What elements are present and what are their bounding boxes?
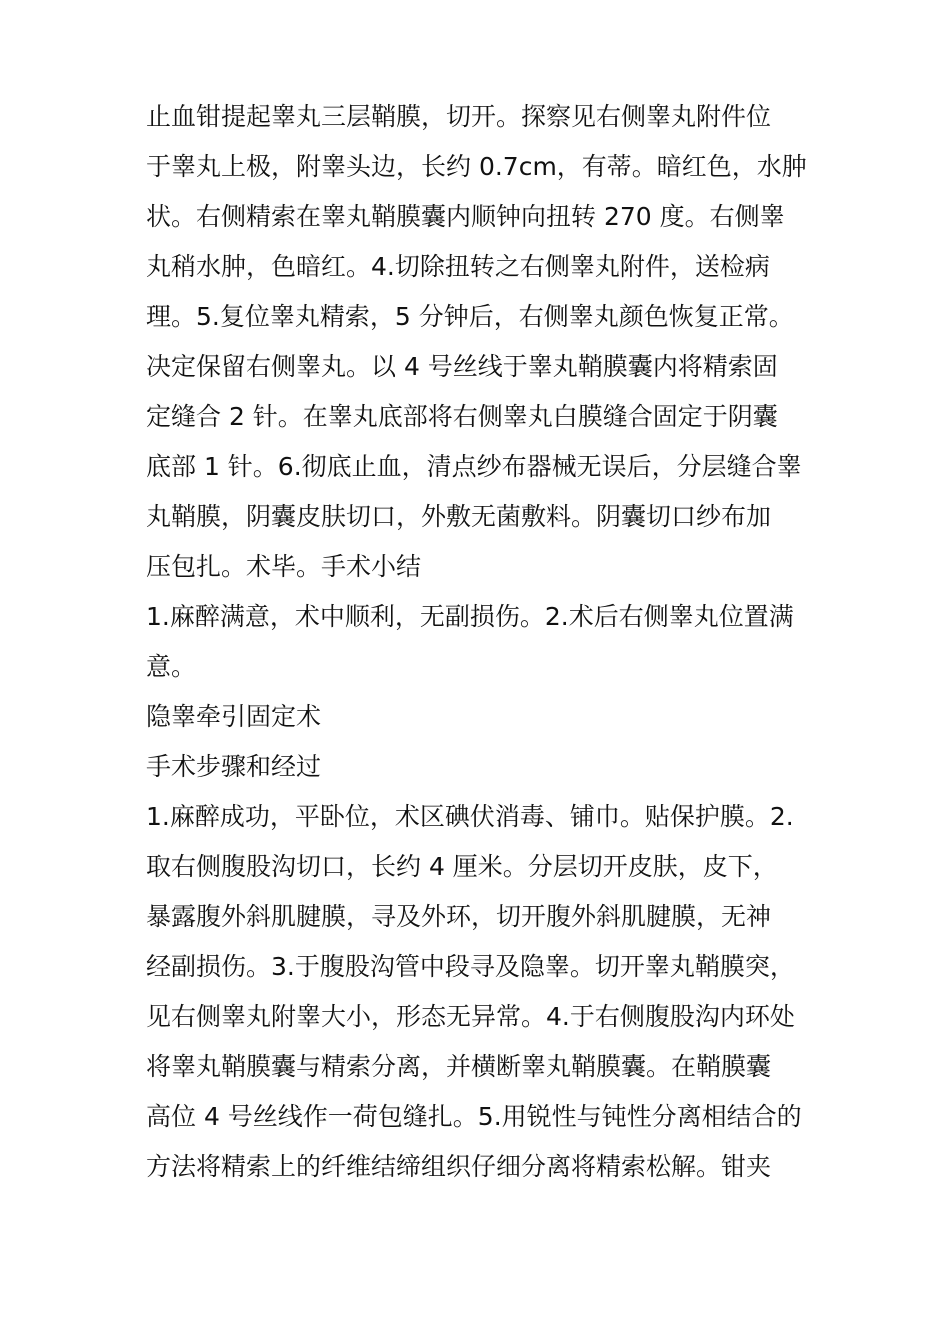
text-line: 见右侧睾丸附睾大小，形态无异常。4.于右侧腹股沟内环处 [146,1002,795,1031]
text-line: 底部 1 针。6.彻底止血，清点纱布器械无误后，分层缝合睾 [146,452,802,481]
text-line: 定缝合 2 针。在睾丸底部将右侧睾丸白膜缝合固定于阴囊 [146,402,778,431]
text-line: 经副损伤。3.于腹股沟管中段寻及隐睾。切开睾丸鞘膜突， [146,952,795,981]
text-line: 方法将精索上的纤维结缔组织仔细分离将精索松解。钳夹 [146,1152,772,1181]
text-line: 取右侧腹股沟切口，长约 4 厘米。分层切开皮肤，皮下， [146,852,778,881]
text-line: 止血钳提起睾丸三层鞘膜，切开。探察见右侧睾丸附件位 [146,102,772,131]
text-line: 丸稍水肿，色暗红。4.切除扭转之右侧睾丸附件，送检病 [146,252,770,281]
text-line: 决定保留右侧睾丸。以 4 号丝线于睾丸鞘膜囊内将精索固 [146,352,778,381]
text-line: 将睾丸鞘膜囊与精索分离，并横断睾丸鞘膜囊。在鞘膜囊 [146,1052,772,1081]
text-line: 高位 4 号丝线作一荷包缝扎。5.用锐性与钝性分离相结合的 [146,1102,802,1131]
text-line: 于睾丸上极，附睾头边，长约 0.7cm，有蒂。暗红色，水肿 [146,152,807,181]
text-line: 理。5.复位睾丸精索，5 分钟后，右侧睾丸颜色恢复正常。 [146,302,794,331]
section-heading: 隐睾牵引固定术 [146,702,322,731]
text-line: 状。右侧精索在睾丸鞘膜囊内顺钟向扭转 270 度。右侧睾 [146,202,785,231]
subsection-heading: 手术步骤和经过 [146,752,322,781]
text-line: 丸鞘膜，阴囊皮肤切口，外敷无菌敷料。阴囊切口纱布加 [146,502,772,531]
text-line: 暴露腹外斜肌腱膜，寻及外环，切开腹外斜肌腱膜，无神 [146,902,772,931]
body-text [146,92,806,1192]
text-line: 1.麻醉满意，术中顺利，无副损伤。2.术后右侧睾丸位置满 [146,602,794,631]
text-line: 压包扎。术毕。手术小结 [146,552,422,581]
text-line: 1.麻醉成功，平卧位，术区碘伏消毒、铺巾。贴保护膜。2. [146,802,794,831]
text-line: 意。 [146,652,197,681]
